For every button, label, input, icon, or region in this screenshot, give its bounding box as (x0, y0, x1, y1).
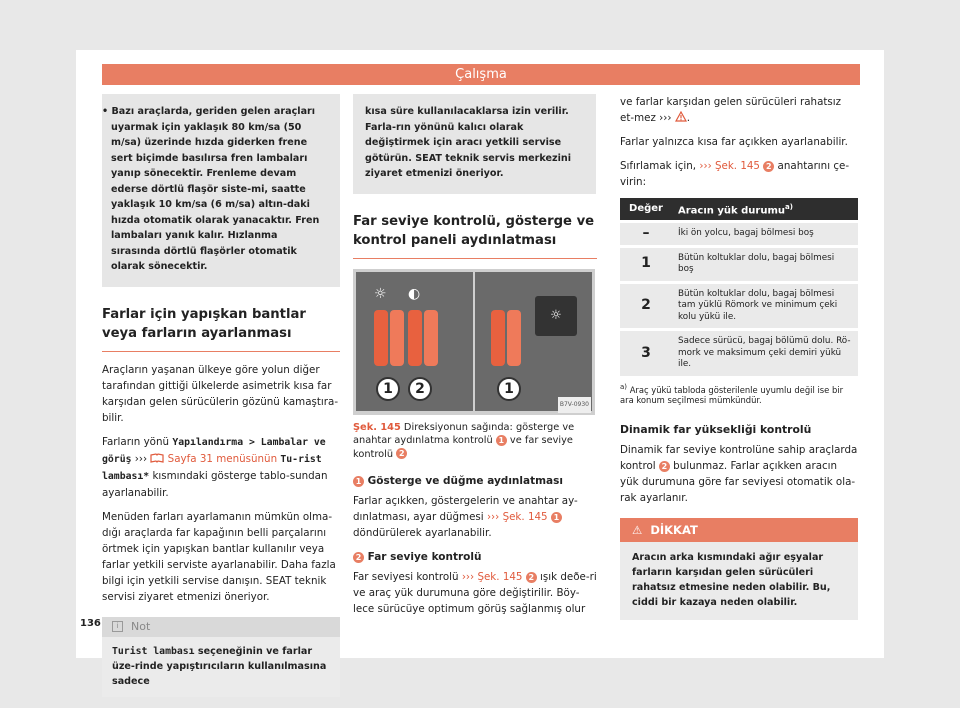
section-heading-level-control: Far seviye kontrolü, gösterge ve kontrol paneli aydınlatması (353, 212, 597, 259)
subsection-2-text: Far seviyesi kontrolü ››› Şek. 145 2 ışık deðe-ri ve araç yük durumuna göre değiştirilir. Böy-lece sürücüye optimum görüş sağlanmış olur (353, 571, 597, 615)
figure-left-panel (356, 272, 473, 411)
table-row: 3 Sadece sürücü, bagaj bölümü dolu. Rö-mork ve maksimum çeki demiri yükü ile. (620, 330, 858, 376)
figure-caption: Şek. 145 Direksiyonun sağında: gösterge ve anahtar aydınlatma kontrolü 1 ve far seviye kontrolü 2 (353, 421, 575, 460)
section-header: Çalışma (102, 64, 860, 85)
note-continued-box: kısa süre kullanılacaklarsa izin verilir. Farla-rın yönünü kalıcı olarak değiştirmek için aracı yetkili servise götürün. SEAT teknik servis merkezini ziyaret etmenizi öneriyor. (353, 94, 596, 194)
note-mono: Turist lambası (112, 645, 195, 657)
subsection-1-text: Farlar açıkken, göstergelerin ve anahtar ay-dınlatması, ayar düğmesi ››› Şek. 145 1 döndürülerek ayarlanabilir. (353, 495, 578, 539)
paragraph-reset: Sıfırlamak için, ››› Şek. 145 2 anahtarını çe-virin: (620, 160, 850, 188)
figure-code: B7V-0930 (558, 397, 591, 413)
column-2 (353, 94, 597, 625)
note-box: i Not Turist lambası seçeneğinin ve farlar üze-rinde yapıştırıcıların kullanılmasına sadece (102, 617, 340, 697)
menu-path: Yapılandırma > Lambalar ve görüş (102, 436, 326, 465)
callout-2: 2 (408, 377, 432, 401)
info-icon: i (112, 621, 123, 632)
level-wheel (408, 310, 422, 366)
menu-item-tourist: Tu-rist lambası* (102, 453, 322, 482)
warning-box (620, 518, 858, 620)
dimmer-wheel (374, 310, 388, 366)
subsection-2-title: 2 Far seviye kontrolü (353, 549, 597, 565)
table-footnote: $^{a)}$ Araç yükü tabloda gösterilenle uyumlu değil ise bir ara konum seçilmesi mümkündür. (620, 382, 844, 406)
book-icon (150, 453, 164, 465)
manual-page (76, 50, 884, 687)
paragraph-low-beam: Farlar yalnızca kısa far açıkken ayarlanabilir. (620, 136, 848, 148)
figure-right-panel (475, 272, 592, 411)
dimmer-icon: ☼ (374, 285, 387, 302)
load-table (620, 198, 858, 376)
level-wheel-2 (424, 310, 438, 366)
warning-text: Aracın arka kısmındaki ağır eşyalar farların karşıdan gelen sürücüleri rahatsız etmesine neden olabilir. Bu, ciddi bir kazaya neden olabilir. (632, 552, 831, 609)
dimmer-button-icon: ☼ (535, 296, 577, 336)
warning-title: DİKKAT (650, 523, 698, 538)
note-title: Not (131, 619, 151, 633)
table-row: – İki ön yolcu, bagaj bölmesi boş (620, 222, 858, 247)
warning-icon: ⚠ (632, 523, 643, 538)
paragraph-menu: Farların yönü Yapılandırma > Lambalar ve görüş ››› Sayfa 31 menüsünün Tu-rist lambası* kısmındaki gösterge tablo-sundan ayarlanabilir. (102, 435, 328, 499)
table-row: 1 Bütün koltuklar dolu, bagaj bölmesi boş (620, 246, 858, 282)
page-number: 136 (80, 618, 101, 629)
paragraph-asymmetric: Araçların yaşanan ülkeye göre yolun diğer tarafından gittiği ülkelerde asimetrik kısa far karşıdan gelen sürücülerin gözünü kamaştıra-bilir. (102, 363, 339, 424)
callout-1-right: 1 (497, 377, 521, 401)
section-heading-headlight-tape: Farlar için yapışkan bantlar veya farların ayarlanması (102, 305, 340, 352)
brake-light-box: • Bazı araçlarda, geriden gelen araçları uyarmak için yaklaşık 80 km/sa (50 m/sa) üzerinde hızda giderken frene sert biçimde basılırsa fren lambaları yanıp sönecektir. Frenleme devam ederse dörtlü flaşör siste-mi, saatte yaklaşık 10 km/sa (6 m/sa) altın-daki hızda otomatik olarak yanacaktır. Fren lambaları yanık kalır. Hızlanma sırasında dörtlü flaşörler otomatik olarak sönecektir. (102, 94, 340, 287)
paragraph-tape: Menüden farları ayarlamanın mümkün olma-dığı araçlarda far kapağının belli parçalarını örtmek için yapışkan bantlar kullanılır veya farlar yetkili serviste ayarlanabilir. Daha fazla bilgi için yetkili servise danışın. SEAT teknik servisi ziyaret etmenizi öneriyor. (102, 510, 336, 603)
right-wheel-2 (507, 310, 521, 366)
right-wheel (491, 310, 505, 366)
callout-1-left: 1 (376, 377, 400, 401)
subsection-1-title: 1 Gösterge ve düğme aydınlatması (353, 473, 597, 489)
column-1 (102, 94, 340, 697)
table-row: 2 Bütün koltuklar dolu, bagaj bölmesi tam yüklü Römork ve minimum çeki kolu yükü ile. (620, 282, 858, 330)
table-header-value: Değer (620, 198, 672, 222)
table-header-desc: Aracın yük durumu$^{a)}$ (672, 198, 858, 222)
figure-145 (353, 269, 595, 415)
dynamic-level-text: Dinamik far seviye kontrolüne sahip araçlarda kontrol 2 bulunmaz. Farlar açıkken aracın yük durumuna göre far seviyesi otomatik ola-rak ayarlanır. (620, 444, 858, 505)
dimmer-wheel-2 (390, 310, 404, 366)
warning-triangle-icon (675, 112, 687, 124)
column-3 (620, 94, 858, 620)
paragraph-glare: ve farlar karşıdan gelen sürücüleri rahatsız et-mez ››› . (620, 96, 842, 124)
headlight-icon: ◐ (408, 285, 421, 302)
dynamic-level-title: Dinamik far yüksekliği kontrolü (620, 423, 812, 437)
